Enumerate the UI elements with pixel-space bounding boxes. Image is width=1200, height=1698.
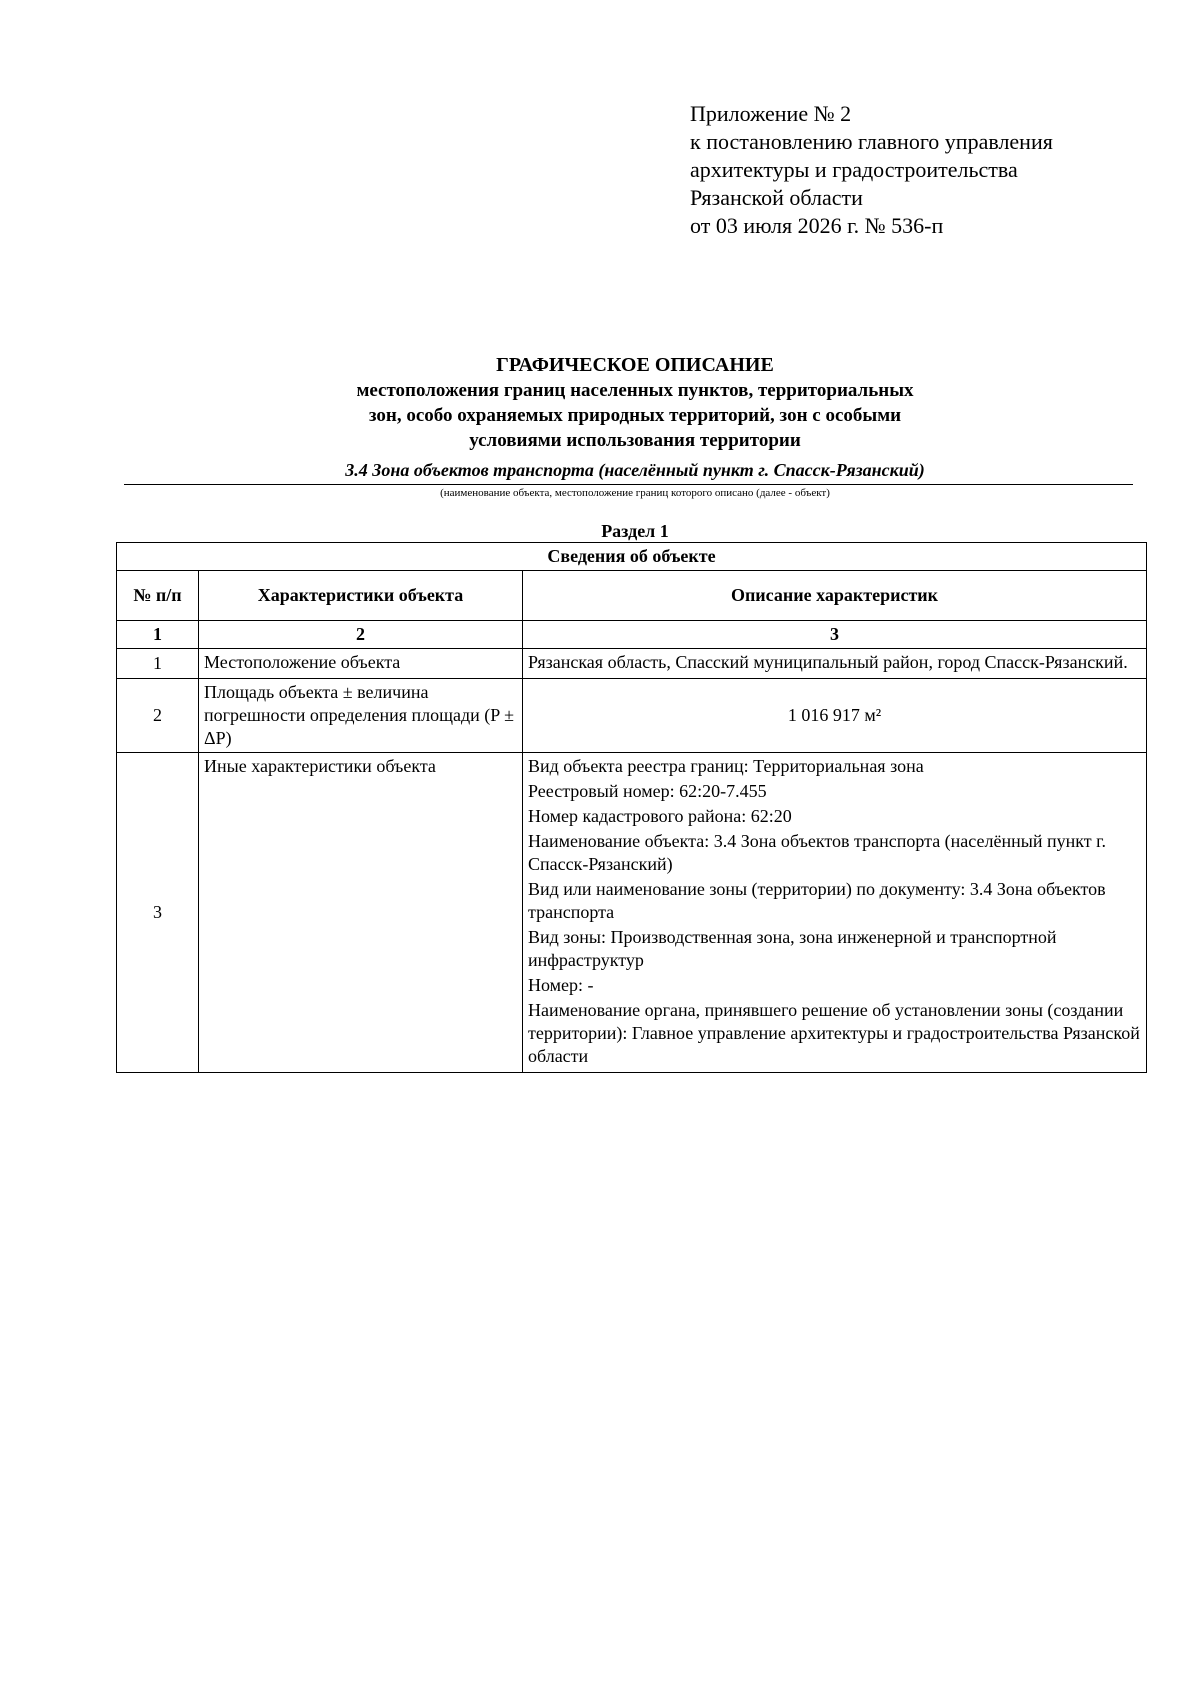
table-title-row	[117, 543, 1147, 571]
appendix-line: архитектуры и градостроительства	[690, 157, 1018, 182]
description-line: Наименование объекта: 3.4 Зона объектов транспорта (населённый пункт г. Спасск-Рязанский)	[528, 831, 1106, 874]
description-line: Номер: -	[528, 975, 594, 995]
row-description	[523, 679, 1147, 753]
document-title: ГРАФИЧЕСКОЕ ОПИСАНИЕ	[496, 354, 774, 376]
row-characteristic: Иные характеристики объекта	[199, 753, 523, 1073]
appendix-block	[690, 100, 1053, 240]
table-row	[117, 649, 1147, 679]
row-characteristic: Площадь объекта ± величина погрешности определения площади (P ± ΔP)	[199, 679, 523, 753]
description-line: Вид зоны: Производственная зона, зона инженерной и транспортной инфраструктур	[528, 927, 1057, 970]
column-header-number: № п/п	[117, 571, 199, 621]
row-characteristic: Местоположение объекта	[199, 649, 523, 679]
table-row	[117, 753, 1147, 1073]
row-description	[523, 753, 1147, 1073]
row-number: 1	[117, 649, 199, 679]
document-subtitle-line: условиями использования территории	[469, 430, 801, 451]
description-line: Рязанская область, Спасский муниципальный район, город Спасск-Рязанский.	[528, 652, 1128, 672]
object-name: 3.4 Зона объектов транспорта (населённый пункт г. Спасск-Рязанский)	[345, 460, 925, 480]
row-description	[523, 649, 1147, 679]
column-number: 3	[523, 621, 1147, 649]
column-number: 2	[199, 621, 523, 649]
section-title: Раздел 1	[601, 521, 669, 541]
row-number: 2	[117, 679, 199, 753]
appendix-line: Рязанской области	[690, 185, 863, 210]
row-number: 3	[117, 753, 199, 1073]
column-header-characteristic: Характеристики объекта	[199, 571, 523, 621]
column-number-row	[117, 621, 1147, 649]
underline-divider	[124, 484, 1133, 485]
object-caption: (наименование объекта, местоположение границ которого описано (далее - объект)	[440, 487, 830, 499]
column-number: 1	[117, 621, 199, 649]
table-row	[117, 679, 1147, 753]
column-header-description: Описание характеристик	[523, 571, 1147, 621]
table-header-row	[117, 571, 1147, 621]
document-subtitle-line: местоположения границ населенных пунктов, территориальных	[356, 380, 914, 401]
appendix-line: от 03 июля 2026 г. № 536-п	[690, 213, 944, 238]
document-title-block	[120, 352, 1150, 453]
area-value: 1 016 917 м²	[787, 705, 882, 725]
table-title: Сведения об объекте	[117, 543, 1147, 571]
description-line: Реестровый номер: 62:20-7.455	[528, 781, 767, 801]
description-line: Наименование органа, принявшего решение об установлении зоны (создании территории): Главное управление архитектуры и градостроительства Рязанской области	[528, 1000, 1140, 1066]
appendix-line: к постановлению главного управления	[690, 129, 1053, 154]
object-info-table	[116, 542, 1147, 1073]
description-line: Вид объекта реестра границ: Территориальная зона	[528, 756, 924, 776]
description-line: Вид или наименование зоны (территории) по документу: 3.4 Зона объектов транспорта	[528, 879, 1106, 922]
description-line: Номер кадастрового района: 62:20	[528, 806, 792, 826]
document-subtitle-line: зон, особо охраняемых природных территорий, зон с особыми	[368, 405, 902, 426]
appendix-line: Приложение № 2	[690, 101, 852, 126]
